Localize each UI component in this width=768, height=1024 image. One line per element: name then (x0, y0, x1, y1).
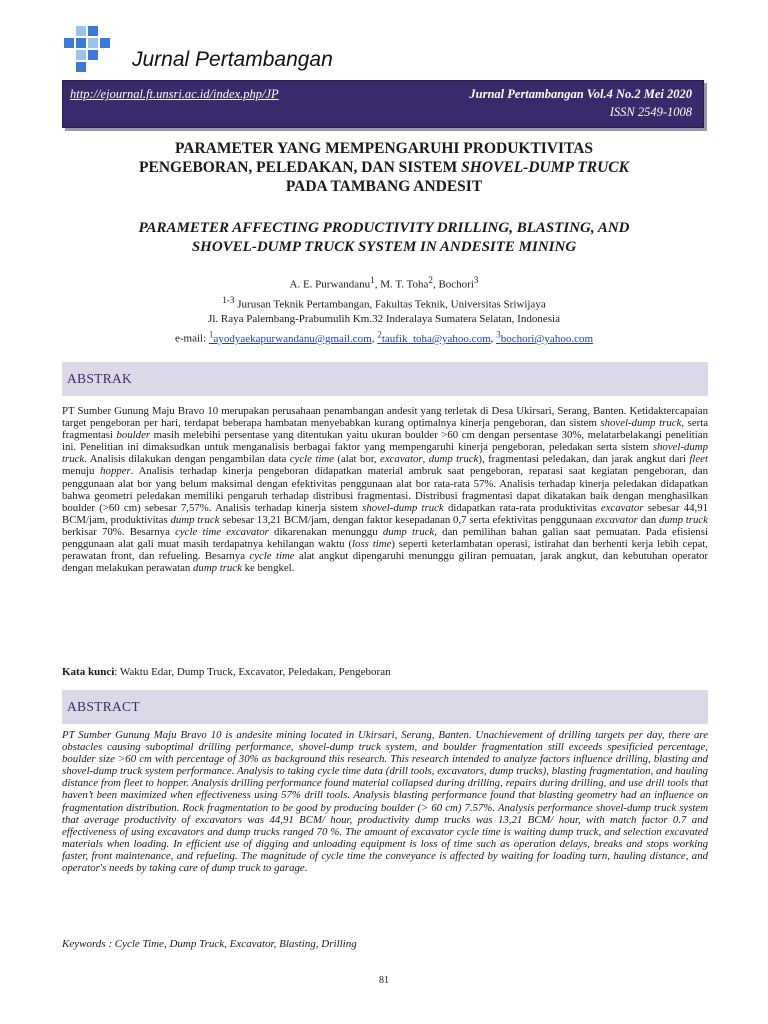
abstrak-text-segment: alat angkut dipengaruhi menunggu giliran pemuatan, jarak angkut, dan kebutuhan operator dengan melakukan perawatan (62, 550, 708, 575)
abstrak-term: shovel-dump truck (600, 417, 682, 430)
abstrak-text-segment: ke bengkel. (241, 562, 295, 575)
author-names (40, 273, 728, 293)
title-id-line-2: PENGEBORAN, PELEDAKAN, DAN SISTEM (139, 159, 462, 176)
title-id-line-2-italic: SHOVEL-DUMP TRUCK (461, 159, 629, 176)
abstrak-heading: ABSTRAK (67, 371, 133, 386)
kata-kunci (62, 666, 708, 678)
email-1-text: ayodyaekapurwandanu@gmail.com (213, 332, 372, 345)
abstrak-text-segment: dan (637, 513, 659, 526)
email-sep-1: , (371, 332, 378, 345)
abstrak-text-segment: sebesar 44,91 BCM/jam, produktivitas (62, 501, 708, 526)
abstrak-term: hopper (100, 465, 131, 478)
abstrak-text-segment: . Analisis terhadap kinerja pengeboran didapatkan material ambruk saat pengeboran, reparasi saat kegiatan pengeboran, dan penggunaan alat bor yang belum maksimal dengan efektivitas penggunaan alat bor rata-rata 57%. Analisis terhadap kinerja peledakan didapatkan bahwa geometri peledakan memiliki pengaruh terhadap distribusi fragmentasi. Distribusi fragmentasi dapat dikatakan baik dengan menghasilkan boulder (>60 cm) sebesar 7,57%. Analisis terhadap kinerja sistem (62, 465, 708, 514)
title-en-line-1: PARAMETER AFFECTING PRODUCTIVITY DRILLING, BLASTING, AND (138, 220, 630, 236)
page-number: 81 (379, 975, 389, 986)
email-line (40, 327, 728, 347)
paper-title-english (40, 219, 728, 257)
email-2-link[interactable] (377, 329, 491, 345)
author-3: , Bochori (432, 278, 474, 291)
journal-citation: Jurnal Pertambangan Vol.4 No.2 Mei 2020 (469, 87, 692, 101)
abstrak-term: loss time (352, 538, 392, 551)
journal-issn: ISSN 2549-1008 (609, 105, 692, 119)
abstrak-text-segment: sebesar 13,21 BCM/jam, dengan faktor kesepadanan 0,7 serta efektivitas penggunaan (219, 513, 596, 526)
affiliation (40, 293, 728, 313)
email-3-link[interactable] (496, 329, 594, 345)
abstrak-term: shovel-dump truck (362, 501, 444, 514)
email-sep-2: , (490, 332, 497, 345)
abstrak-paragraph (62, 405, 708, 574)
abstrak-text-segment: , (422, 453, 429, 466)
abstrak-term: shovel-dump truck (62, 441, 708, 466)
email-2-text: taufik_toha@yahoo.com (381, 332, 491, 345)
title-id-line-1: PARAMETER YANG MEMPENGARUHI PRODUKTIVITAS (174, 140, 594, 157)
abstrak-text-segment: PT Sumber Gunung Maju Bravo 10 merupakan perusahaan penambangan andesit yang terletak di Desa Ukirsari, Serang, Banten. Ketidaktercapaian target pengeboran per hari, terdapat beberapa hambatan menyebabkan kurang optimalnya kinerja pengeboran, dan sistem (62, 405, 708, 430)
email-3-text: bochori@yahoo.com (500, 332, 594, 345)
email-1-sup: 1 (208, 329, 214, 340)
title-en-line-2: SHOVEL-DUMP TRUCK SYSTEM IN ANDESITE MINING (191, 239, 577, 255)
abstrak-term: dump truck (193, 562, 242, 575)
abstrak-term: dump truck (170, 513, 220, 526)
abstrak-term: boulder (116, 429, 151, 442)
journal-logo (64, 26, 112, 74)
author-3-sup: 3 (473, 275, 479, 285)
abstrak-text-segment: (alat bor, (333, 453, 381, 466)
email-2-sup: 2 (377, 329, 382, 340)
email-1-link[interactable] (208, 329, 372, 345)
abstrak-text-segment: didapatkan rata-rata produktivitas (443, 501, 601, 514)
title-id-line-3: PADA TAMBANG ANDESIT (285, 178, 483, 195)
abstrak-term: excavator (595, 513, 638, 526)
abstrak-text-segment: menuju (62, 465, 101, 478)
author-2: , M. T. Toha (374, 278, 429, 291)
journal-banner (62, 80, 704, 128)
author-2-sup: 2 (428, 275, 433, 285)
abstrak-term: dump truck (428, 453, 479, 466)
abstrak-term: dump truck (659, 513, 708, 526)
email-3-sup: 3 (496, 329, 501, 340)
author-1-sup: 1 (370, 275, 375, 285)
author-block (40, 273, 728, 347)
address: Jl. Raya Palembang-Prabumulih Km.32 Inderalaya Sumatera Selatan, Indonesia (208, 313, 560, 326)
abstrak-text-segment: . Analisis dilakukan dengan pengambilan data (84, 453, 290, 466)
journal-name: Jurnal Pertambangan (132, 48, 333, 71)
abstract-paragraph: PT Sumber Gunung Maju Bravo 10 is andesite mining located in Ukirsari, Serang, Banten. Unachievement of drilling targets per day, there are obstacles causing suboptimal drilling performance, shovel-dump truck system, and boulder fragmentation still exceeds spesificied percentage, boulder size >60 cm with percentage of 30% as background this research. This research intended to analyze factors influence drilling, blasting and shovel-dump truck system performance. Analysis to taking cycle time data (drill tools, excavators, dump trucks), blasting fragmentation, and hauling distance from fleet to hopper. Analysis drilling performance found material collapsed during drilling, repairs during drilling, and use drill tools that haven’t been maximized when effectiveness using 57% drill tools. Analysis blasting performance found that blasting geometry had an influence on fragmentation distribution. Rock fragmentation to be good by producing boulder (> 60 cm) 7.57%. Analysis performance shovel-dump truck system that average productivity of excavators was 44,91 BCM/ hour, productivity dump trucks was 13,21 BCM/ hour, with match factor 0.7 and effectiveness of using excavators and dump trucks ranged 70 %. The amount of excavator cycle time is waiting dump truck, and selection excavated materials when loading. In efficient use of digging and unloading equipment is loss of time such as operation delays, breaks and stops working faster, front maintenance, and refueling. The magnitude of cycle time the conveyance is affected by waiting for loading turn, hauling distance, and operator's needs by taking care of dump truck to garage. (62, 729, 708, 875)
kata-kunci-label: Kata kunci (62, 666, 115, 678)
email-label: e-mail: (174, 332, 209, 345)
abstrak-term: cycle time (289, 453, 334, 466)
affiliation-sup: 1-3 (222, 294, 235, 305)
abstrak-term: cycle time (249, 550, 295, 563)
abstrak-text-segment: masih melebihi persentase yang ditentukan yaitu ukuran boulder >60 cm dengan persentase 30%, melatarbelakangi penelitian ini. Penelitian ini dimaksudkan untuk menganalisis berbagai faktor yang mempengaruhi kinerja pengeboran, peledakan serta sistem (62, 429, 708, 454)
abstrak-text-segment: , serta fragmentasi (62, 417, 708, 442)
abstrak-text-segment: berkisar 70%. Besarnya (62, 525, 176, 538)
affiliation-text: Jurusan Teknik Pertambangan, Fakultas Teknik, Universitas Sriwijaya (234, 298, 546, 311)
abstrak-term: fleet (689, 453, 708, 466)
abstrak-term: cycle time excavator (175, 525, 269, 538)
abstrak-text-segment: , dan pemilihan bahan galian saat pemuatan. Pada efisiensi penggunaan alat gali muat masih terdapatnya kehilangan waktu ( (62, 525, 708, 551)
abstract-heading-bar (62, 690, 708, 724)
abstrak-text-segment: ), fragmentasi peledakan, dan jarak angkut dari (478, 453, 690, 466)
journal-url-link[interactable]: http://ejournal.ft.unsri.ac.id/index.php/JP (70, 87, 279, 101)
keywords-english: Keywords : Cycle Time, Dump Truck, Excavator, Blasting, Drilling (62, 938, 357, 950)
abstrak-text-segment: ) seperti keterlambatan operasi, istirahat dan berhenti kerja lebih cepat, perawatan front, dan refueling. Besarnya (62, 538, 709, 563)
abstrak-term: dump truck (382, 525, 435, 538)
kata-kunci-values: : Waktu Edar, Dump Truck, Excavator, Peledakan, Pengeboran (114, 666, 391, 678)
paper-title-indonesian (40, 139, 728, 196)
abstrak-term: excavator (600, 501, 644, 514)
abstrak-heading-bar (62, 362, 708, 396)
abstract-heading: ABSTRACT (67, 699, 140, 714)
abstrak-term: excavator (380, 453, 423, 466)
author-1: A. E. Purwandanu (289, 278, 371, 291)
abstrak-text-segment: dikarenakan menunggu (268, 525, 383, 538)
